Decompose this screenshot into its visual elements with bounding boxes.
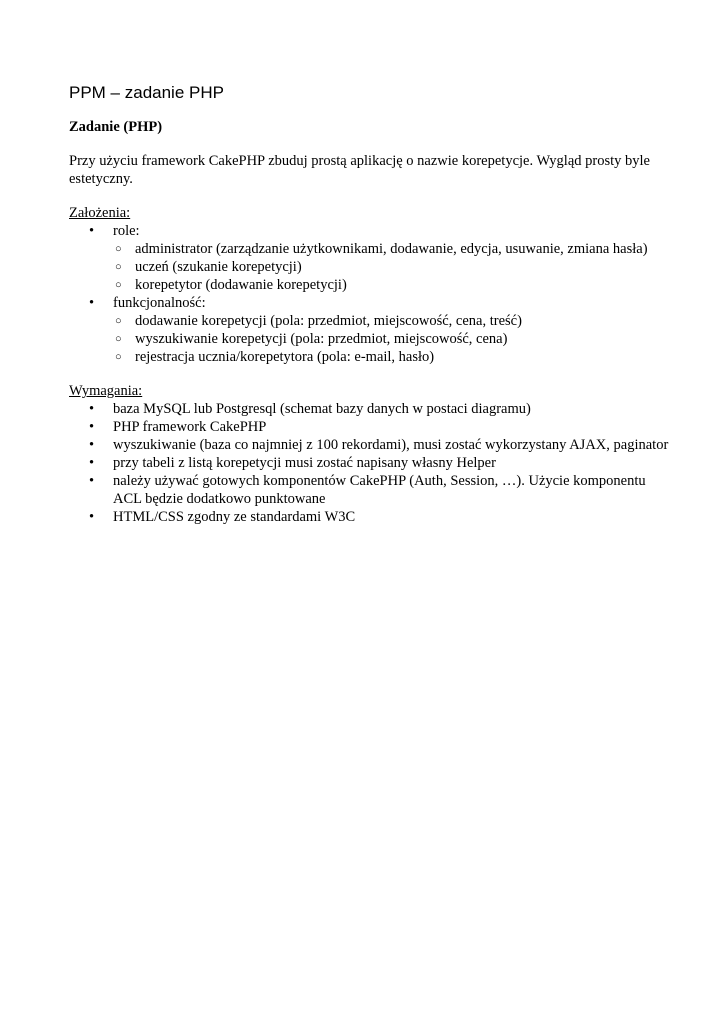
list-item [69, 454, 669, 472]
list-item-text: HTML/CSS zgodny ze standardami W3C [113, 509, 356, 525]
list-item [69, 436, 669, 454]
requirements-label: Wymagania: [69, 383, 143, 399]
list-item-label: funkcjonalność: [113, 295, 206, 311]
list-item-label: role: [113, 223, 140, 239]
list-item-text: baza MySQL lub Postgresql (schemat bazy danych w postaci diagramu) [113, 401, 531, 417]
sublist [113, 240, 669, 294]
list-item-text: przy tabeli z listą korepetycji musi zostać napisany własny Helper [113, 455, 496, 471]
intro-paragraph: Przy użyciu framework CakePHP zbuduj prostą aplikację o nazwie korepetycje. Wygląd prosty byle estetyczny. [69, 153, 650, 187]
bullet-icon: • [89, 437, 95, 453]
bullet-icon: • [89, 419, 95, 435]
list-item-text: PHP framework CakePHP [113, 419, 267, 435]
circle-bullet-icon: ○ [115, 261, 122, 273]
sublist-item-text: rejestracja ucznia/korepetytora (pola: e-mail, hasło) [135, 349, 435, 365]
sublist-item [113, 276, 669, 294]
bullet-icon: • [89, 223, 95, 239]
list-item-text: wyszukiwanie (baza co najmniej z 100 rekordami), musi zostać wykorzystany AJAX, paginator [113, 437, 669, 453]
sublist-item-text: dodawanie korepetycji (pola: przedmiot, miejscowość, cena, treść) [135, 313, 522, 329]
sublist [113, 312, 669, 366]
bullet-icon: • [89, 473, 95, 489]
list-item [69, 400, 669, 418]
assumptions-label: Założenia: [69, 205, 131, 221]
document-page [69, 82, 669, 542]
list-item [69, 222, 669, 294]
bullet-icon: • [89, 295, 95, 311]
sublist-item-text: uczeń (szukanie korepetycji) [135, 259, 302, 275]
bullet-icon: • [89, 401, 95, 417]
sublist-item-text: administrator (zarządzanie użytkownikami, dodawanie, edycja, usuwanie, zmiana hasła) [135, 241, 648, 257]
sublist-item-text: korepetytor (dodawanie korepetycji) [135, 277, 347, 293]
document-title: PPM – zadanie PHP [69, 83, 224, 102]
bullet-icon: • [89, 509, 95, 525]
requirements-section [69, 382, 669, 526]
requirements-list [69, 400, 669, 526]
circle-bullet-icon: ○ [115, 243, 122, 255]
sublist-item [113, 330, 669, 348]
circle-bullet-icon: ○ [115, 351, 122, 363]
sublist-item [113, 312, 669, 330]
list-item [69, 294, 669, 366]
sublist-item [113, 240, 669, 258]
bullet-icon: • [89, 455, 95, 471]
sublist-item [113, 348, 669, 366]
list-item [69, 508, 669, 526]
circle-bullet-icon: ○ [115, 279, 122, 291]
assumptions-section [69, 204, 669, 366]
circle-bullet-icon: ○ [115, 315, 122, 327]
list-item [69, 418, 669, 436]
sublist-item [113, 258, 669, 276]
assumptions-list [69, 222, 669, 366]
sublist-item-text: wyszukiwanie korepetycji (pola: przedmiot, miejscowość, cena) [135, 331, 508, 347]
list-item [69, 472, 669, 508]
circle-bullet-icon: ○ [115, 333, 122, 345]
task-heading: Zadanie (PHP) [69, 119, 163, 135]
list-item-text: należy używać gotowych komponentów CakePHP (Auth, Session, …). Użycie komponentu ACL będzie dodatkowo punktowane [113, 473, 646, 507]
